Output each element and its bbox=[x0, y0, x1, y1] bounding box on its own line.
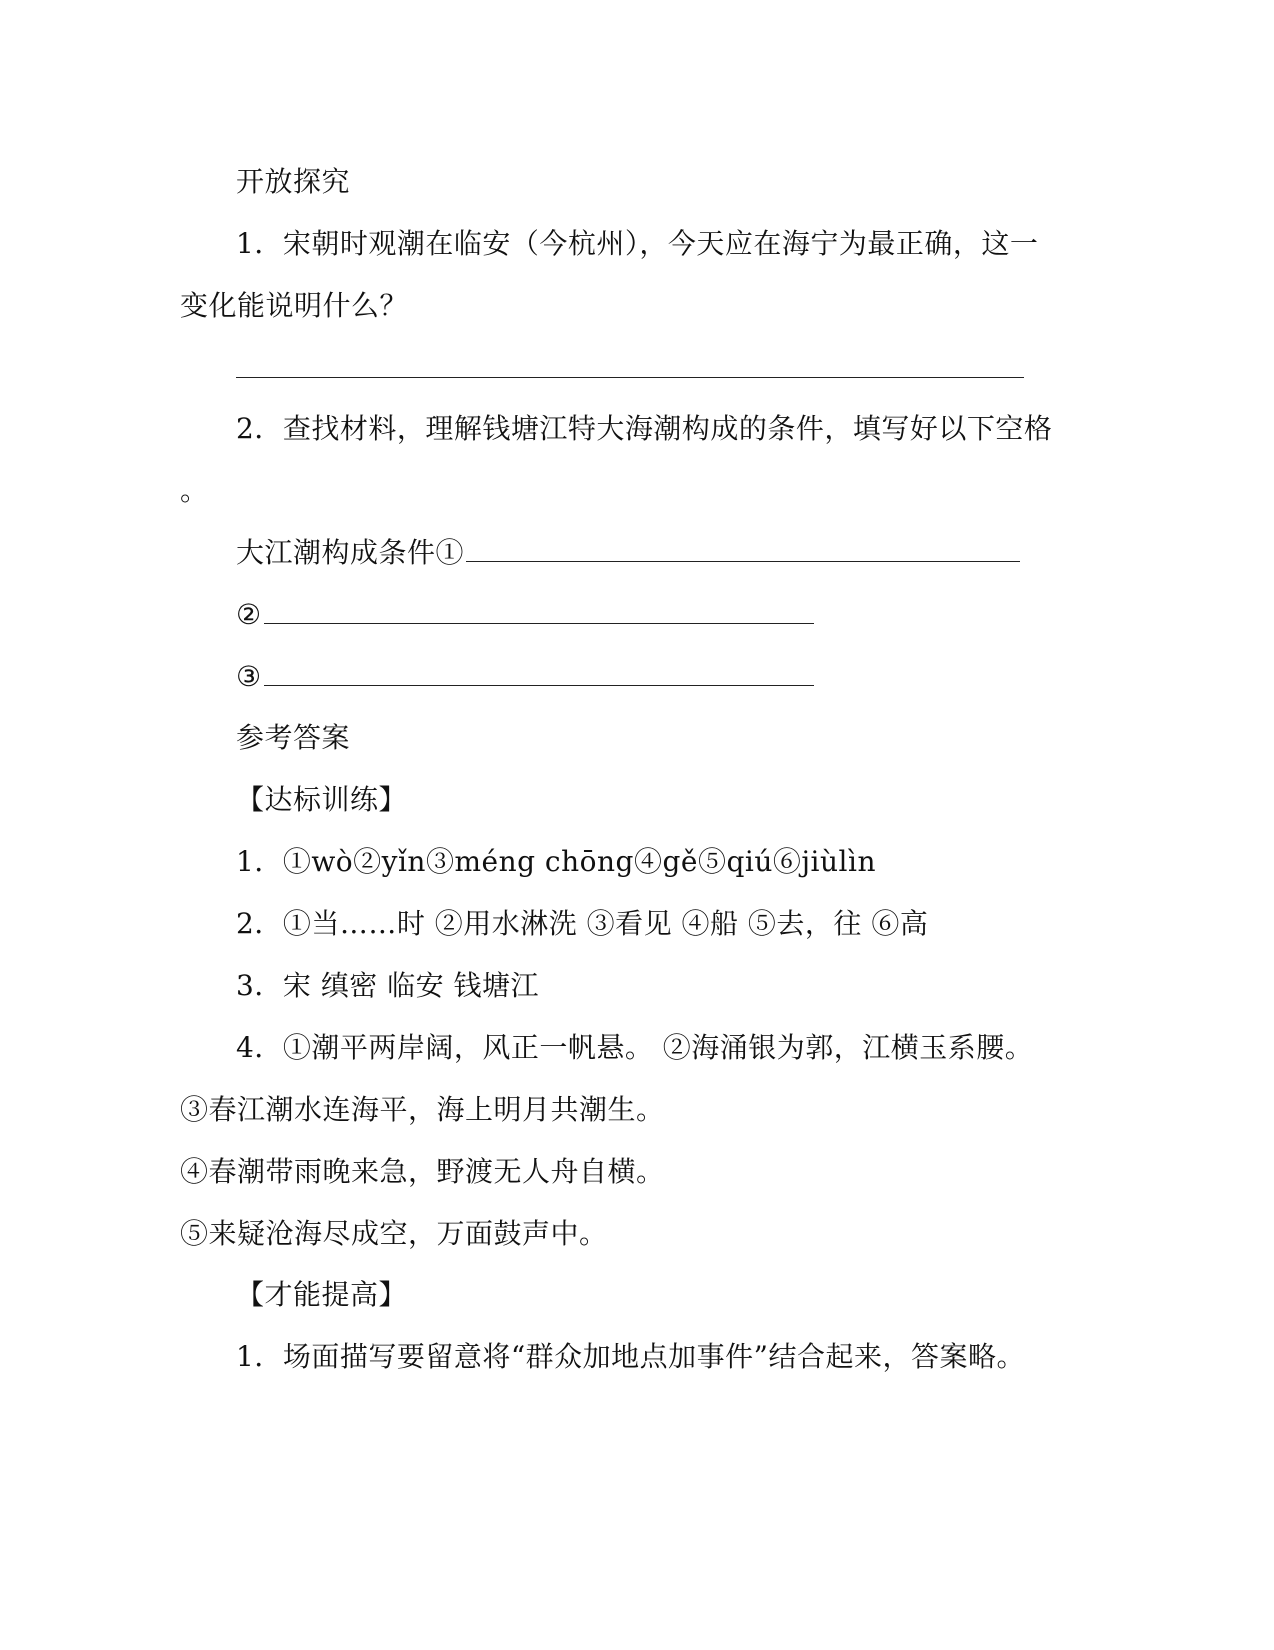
condition-2-blank bbox=[264, 601, 814, 624]
answer-2: 2．①当……时 ②用水淋洗 ③看见 ④船 ⑤去，往 ⑥高 bbox=[236, 907, 929, 940]
answer-4-line-1: 4．①潮平两岸阔，风正一帆悬。 ②海涌银为郭，江横玉系腰。 bbox=[236, 1031, 1034, 1064]
condition-3-row bbox=[236, 659, 814, 695]
answer-3: 3．宋 缜密 临安 钱塘江 bbox=[236, 969, 540, 1002]
condition-2-label: ② bbox=[236, 598, 262, 631]
question-1-line-1: 1．宋朝时观潮在临安（今杭州），今天应在海宁为最正确，这一 bbox=[236, 227, 1039, 260]
subsection-heading-training: 【达标训练】 bbox=[236, 783, 408, 816]
condition-1-label: 大江潮构成条件① bbox=[236, 536, 465, 569]
condition-3-label: ③ bbox=[236, 660, 262, 693]
answer-4-line-2: ③春江潮水连海平，海上明月共潮生。 bbox=[180, 1093, 665, 1126]
question-2-line-1: 2．查找材料，理解钱塘江特大海潮构成的条件，填写好以下空格 bbox=[236, 412, 1053, 445]
answer-blank-q1 bbox=[236, 377, 1024, 378]
answer-1: 1．①wò②yǐn③méng chōng④gě⑤qiú⑥jiùlìn bbox=[236, 845, 876, 878]
answer-4-line-3: ④春潮带雨晚来急，野渡无人舟自横。 bbox=[180, 1155, 665, 1188]
condition-1-blank bbox=[466, 539, 1020, 562]
subsection-heading-improvement: 【才能提高】 bbox=[236, 1278, 408, 1311]
condition-3-blank bbox=[264, 663, 814, 686]
answer-4-line-4: ⑤来疑沧海尽成空，万面鼓声中。 bbox=[180, 1217, 608, 1250]
section-heading-answers: 参考答案 bbox=[236, 721, 351, 754]
question-2-line-2: 。 bbox=[180, 474, 209, 507]
improvement-answer-1: 1．场面描写要留意将“群众加地点加事件”结合起来，答案略。 bbox=[236, 1340, 1025, 1373]
condition-2-row bbox=[236, 597, 814, 633]
question-1-line-2: 变化能说明什么？ bbox=[180, 289, 409, 322]
section-heading-open-inquiry: 开放探究 bbox=[236, 165, 351, 198]
condition-1-row bbox=[236, 535, 1020, 571]
